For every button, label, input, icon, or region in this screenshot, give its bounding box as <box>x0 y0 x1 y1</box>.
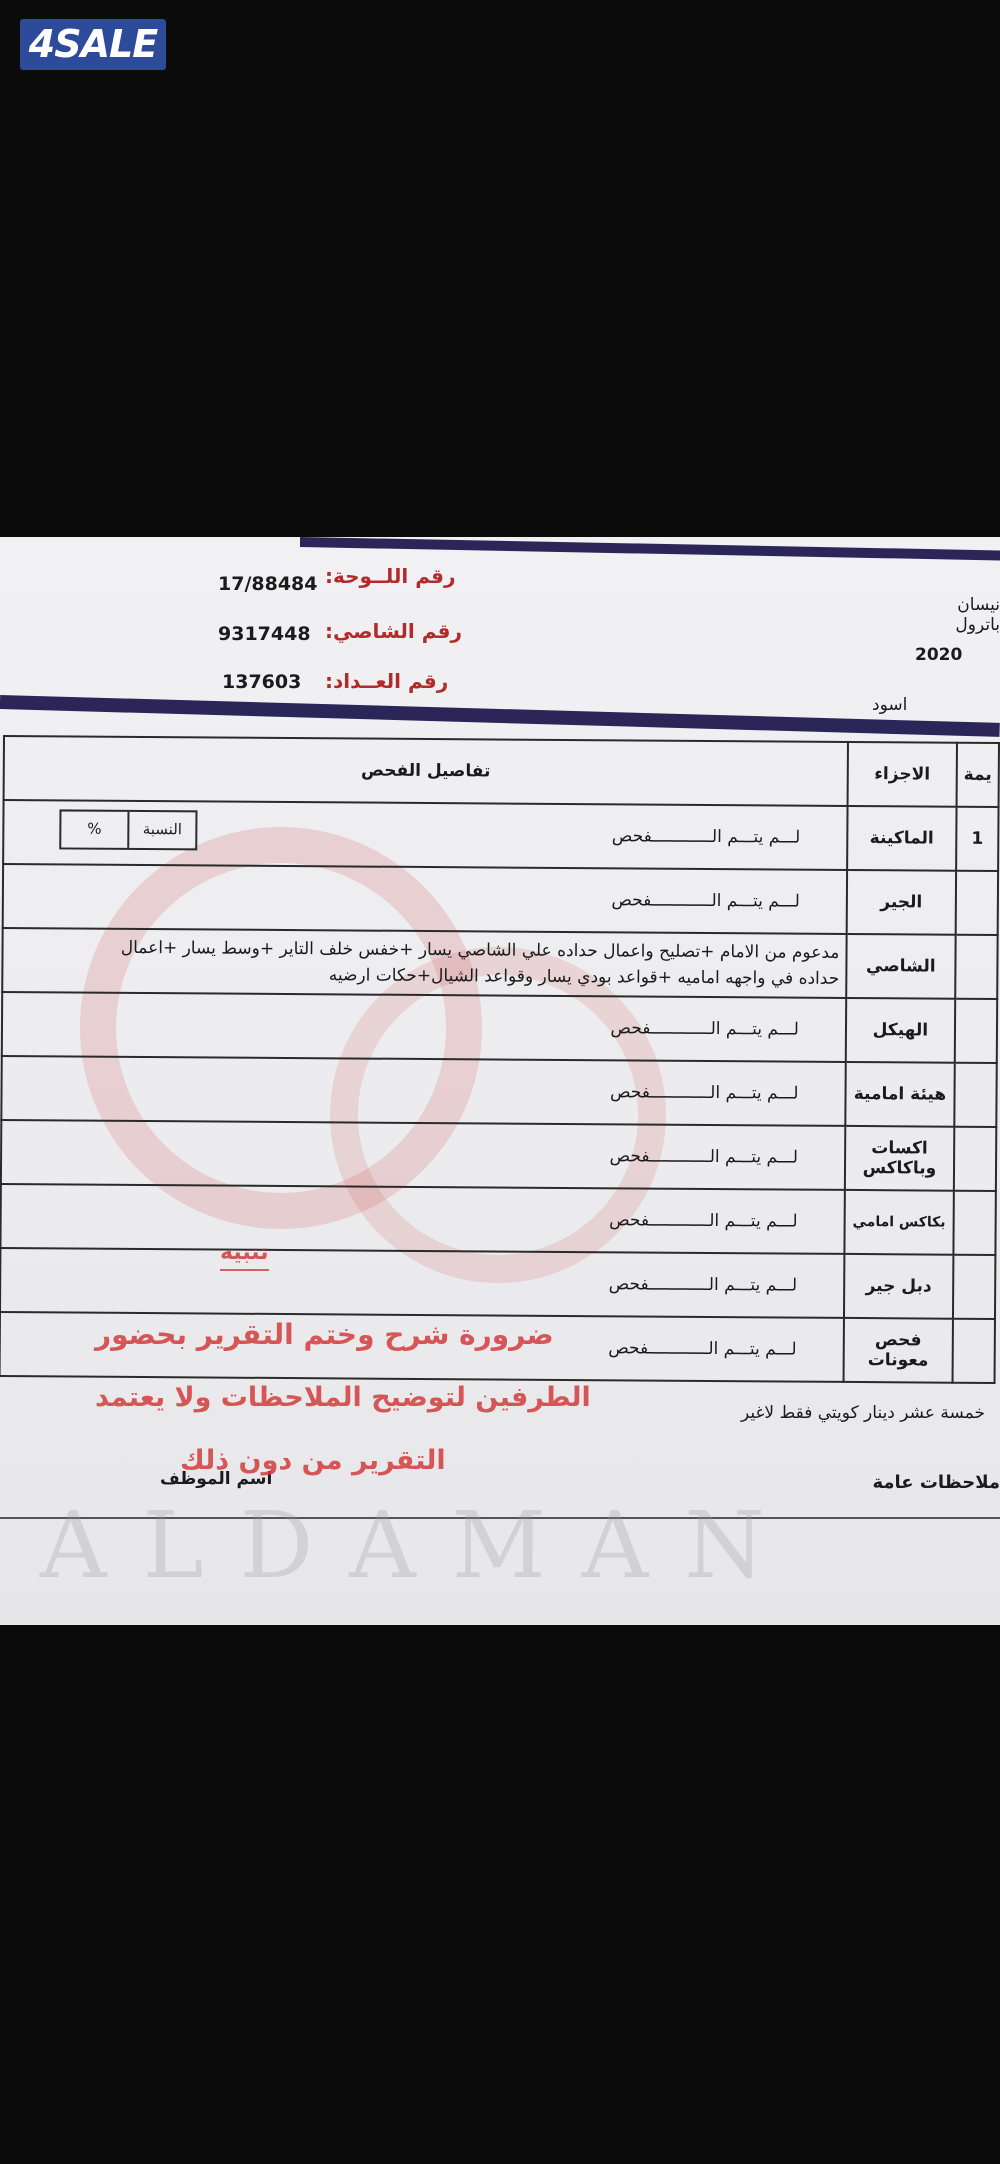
row-detail: لـــم يتـــم الــــــــــــفحص <box>609 1146 799 1168</box>
stamp-title: تنبيه <box>220 1240 269 1271</box>
car-year: 2020 <box>915 645 963 665</box>
table-row <box>3 800 998 871</box>
table-row <box>0 1248 995 1319</box>
ratio-label: النسبة <box>142 820 183 839</box>
ratio-box <box>59 809 197 850</box>
details-column-header: تفاصيل الفحص <box>4 736 848 806</box>
row-detail: لـــم يتـــم الــــــــــــفحص <box>608 1274 798 1296</box>
plate-label: رقم اللــوحة: <box>325 564 456 588</box>
row-number <box>956 871 999 935</box>
chassis-label: رقم الشاصي: <box>325 619 463 643</box>
row-number <box>952 1319 995 1383</box>
table-row <box>1 1120 996 1191</box>
app-logo[interactable]: 4SALE <box>20 19 166 70</box>
stamp-line-2: الطرفين لتوضيح الملاحظات ولا يعتمد <box>95 1382 591 1413</box>
ratio-unit: % <box>61 811 129 847</box>
table-row <box>2 992 997 1063</box>
car-model: نيسان باترول <box>955 595 1000 635</box>
partial-column-header: يمة <box>956 743 999 807</box>
row-number <box>955 935 998 999</box>
chassis-value: 9317448 <box>218 623 311 645</box>
row-detail: لـــم يتـــم الــــــــــــفحص <box>608 1338 797 1360</box>
row-number <box>954 1063 997 1127</box>
employee-name-label: اسم الموظف <box>160 1469 273 1489</box>
row-detail: لـــم يتـــم الــــــــــــفحص <box>610 1018 799 1040</box>
header-divider-band <box>0 695 1000 737</box>
row-number <box>953 1191 996 1255</box>
row-detail: لـــم يتـــم الــــــــــــفحص <box>611 826 801 848</box>
stamp-line-1: ضرورة شرح وختم التقرير بحضور <box>95 1318 554 1351</box>
table-header-row <box>4 736 999 807</box>
row-number <box>953 1255 996 1319</box>
table-row <box>0 1184 995 1255</box>
row-part: الماكينة <box>847 806 956 871</box>
row-part: فحص معونات <box>843 1318 952 1383</box>
plate-value: 17/88484 <box>218 573 318 595</box>
stamp-line-3: التقرير من دون ذلك <box>180 1445 446 1476</box>
row-part: الجير <box>847 870 956 935</box>
table-row <box>1 1056 996 1127</box>
header-top-band <box>300 537 1000 560</box>
watermark-text: ALDAMAN <box>40 1492 801 1599</box>
row-number: 1 <box>956 807 999 871</box>
row-part: اكسات وباكاكس <box>845 1126 954 1191</box>
row-number <box>954 1127 997 1191</box>
row-detail: لـــم يتـــم الــــــــــــفحص <box>609 1210 798 1232</box>
row-part: دبل جير <box>844 1254 953 1319</box>
row-part: بكاكس امامي <box>844 1190 953 1255</box>
odometer-value: 137603 <box>222 671 302 693</box>
row-part: الهيكل <box>846 998 955 1063</box>
row-number <box>955 999 998 1063</box>
row-detail: لـــم يتـــم الــــــــــــفحص <box>609 1082 799 1104</box>
row-detail: مدعوم من الامام +تصليح واعمال حداده علي الشاصي يسار +خفس خلف التاير +وسط يسار +اعمال حداده في واجهه اماميه +قواعد بودي يسار وقواعد الشيال+حكات ارضيه <box>2 928 846 998</box>
parts-column-header: الاجزاء <box>847 742 956 807</box>
table-row <box>2 928 997 999</box>
row-part: الشاصي <box>846 934 955 999</box>
general-notes-label: ملاحظات عامة <box>872 1472 1000 1493</box>
table-row <box>3 864 998 935</box>
inspection-table <box>0 735 1000 1384</box>
car-color: اسود <box>872 695 908 715</box>
row-detail: لـــم يتـــم الــــــــــــفحص <box>611 890 800 912</box>
odometer-label: رقم العــداد: <box>325 669 449 693</box>
inspection-report-photo <box>0 537 1000 1625</box>
row-part: هيئة امامية <box>845 1062 954 1127</box>
fee-note: خمسة عشر دينار كويتي فقط لاغير <box>740 1403 985 1423</box>
